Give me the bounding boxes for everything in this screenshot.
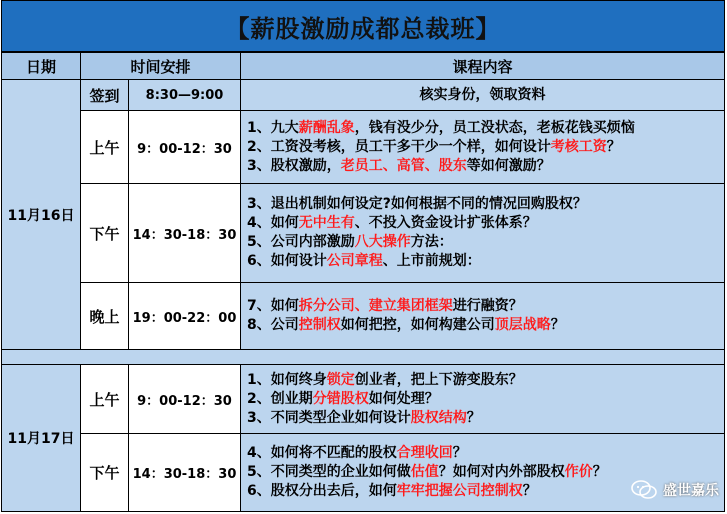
content-line bbox=[247, 138, 621, 157]
content-text: 2、工资没考核，员工干多干少一个样，如何设计 bbox=[247, 138, 551, 155]
watermark bbox=[631, 480, 719, 500]
content-text: 4、如何将不匹配的股权 bbox=[247, 445, 397, 461]
content-line bbox=[247, 371, 523, 390]
signin-time: 8:30—9:00 bbox=[128, 79, 241, 111]
signin-label: 签到 bbox=[80, 79, 129, 111]
highlight-text: 作价 bbox=[564, 464, 593, 480]
date-cell: 11月16日 bbox=[1, 79, 81, 350]
header-time: 时间安排 bbox=[80, 52, 241, 80]
slot-time: 9：00-12：30 bbox=[128, 364, 241, 434]
header-date: 日期 bbox=[1, 52, 81, 80]
content-text: ？ bbox=[606, 138, 621, 155]
content-text: 如何处理？ bbox=[368, 390, 439, 407]
highlight-text: 顶层战略 bbox=[494, 317, 551, 333]
content-text: 6、股权分出去后，如何 bbox=[247, 483, 397, 499]
content-text: 方法： bbox=[410, 234, 453, 250]
highlight-text: 锁定 bbox=[326, 371, 355, 388]
slot-time: 14：30-18：30 bbox=[128, 433, 241, 512]
highlight-text: 控制权 bbox=[298, 317, 341, 333]
highlight-text: 八大操作 bbox=[354, 234, 411, 250]
content-text: 8、公司 bbox=[247, 317, 299, 333]
content-line bbox=[247, 409, 481, 428]
slot-label: 上午 bbox=[80, 110, 129, 184]
session-content bbox=[240, 110, 725, 184]
watermark-text: 盛世嘉乐 bbox=[663, 483, 719, 499]
wechat-icon bbox=[631, 480, 657, 500]
content-text: ？ bbox=[452, 445, 467, 461]
content-text: 进行融资？ bbox=[452, 298, 523, 314]
slot-time: 9：00-12：30 bbox=[128, 110, 241, 184]
content-line bbox=[247, 444, 467, 463]
slot-label: 晚上 bbox=[80, 282, 129, 350]
content-text: 1、如何终身 bbox=[247, 371, 327, 388]
session-content bbox=[240, 364, 725, 434]
content-text: ，钱有没少分，员工没状态，老板花钱买烦恼 bbox=[354, 119, 635, 136]
session-content bbox=[240, 282, 725, 350]
highlight-text: 牢牢把握公司控制权 bbox=[396, 483, 523, 499]
content-text: 如何把控，如何构建公司 bbox=[340, 317, 495, 333]
highlight-text: 薪酬乱象 bbox=[298, 119, 355, 136]
content-line bbox=[247, 482, 537, 501]
content-text: 5、不同类型的企业如何做 bbox=[247, 464, 411, 480]
content-text: 等如何激励？ bbox=[466, 157, 551, 174]
highlight-text: 合理收回 bbox=[396, 445, 453, 461]
content-text: 1、九大 bbox=[247, 119, 299, 136]
content-line bbox=[247, 214, 537, 233]
content-text: 、上市前规划： bbox=[382, 253, 481, 269]
content-text: 、不投入资金设计扩张体系？ bbox=[354, 215, 537, 231]
highlight-text: 老员工、高管、股东 bbox=[340, 157, 467, 174]
signin-content: 核实身份，领取资料 bbox=[240, 79, 725, 111]
content-text: 5、公司内部激励 bbox=[247, 234, 355, 250]
content-text: 7、如何 bbox=[247, 298, 299, 314]
highlight-text: 分错股权 bbox=[312, 390, 369, 407]
highlight-text: 股权结构 bbox=[410, 409, 467, 426]
content-line bbox=[247, 195, 587, 214]
content-line bbox=[247, 390, 439, 409]
content-text: ？ bbox=[522, 483, 537, 499]
content-text: ？ bbox=[466, 409, 481, 426]
content-text: 4、如何 bbox=[247, 215, 299, 231]
highlight-text: 考核工资 bbox=[550, 138, 607, 155]
highlight-text: 拆分公司、建立集团框架 bbox=[298, 298, 453, 314]
content-line bbox=[247, 233, 453, 252]
date-cell: 11月17日 bbox=[1, 364, 81, 512]
highlight-text: 公司章程 bbox=[326, 253, 383, 269]
content-line bbox=[247, 252, 481, 271]
slot-label: 下午 bbox=[80, 183, 129, 283]
session-content bbox=[240, 183, 725, 283]
content-text: ？ bbox=[592, 464, 607, 480]
session-content bbox=[240, 433, 725, 512]
content-text: ？ bbox=[550, 317, 565, 333]
content-line bbox=[247, 157, 551, 176]
content-text: 3、股权激励， bbox=[247, 157, 341, 174]
highlight-text: 无中生有 bbox=[298, 215, 355, 231]
page-title: 【薪股激励成都总裁班】 bbox=[1, 0, 725, 52]
slot-time: 19：00-22：00 bbox=[128, 282, 241, 350]
slot-label: 上午 bbox=[80, 364, 129, 434]
content-line bbox=[247, 297, 523, 316]
content-text: 创业者，把上下游变股东？ bbox=[354, 371, 523, 388]
content-text: 3、退出机制如何设定?如何根据不同的情况回购股权？ bbox=[247, 196, 587, 212]
slot-label: 下午 bbox=[80, 433, 129, 512]
content-line bbox=[247, 119, 635, 138]
content-line bbox=[247, 463, 607, 482]
content-text: 6、如何设计 bbox=[247, 253, 327, 269]
header-content: 课程内容 bbox=[240, 52, 725, 80]
highlight-text: 估值 bbox=[410, 464, 439, 480]
content-text: 3、不同类型企业如何设计 bbox=[247, 409, 411, 426]
slot-time: 14：30-18：30 bbox=[128, 183, 241, 283]
day-separator bbox=[1, 349, 725, 365]
content-text: ？如何对内外部股权 bbox=[438, 464, 565, 480]
content-text: 2、创业期 bbox=[247, 390, 313, 407]
content-line bbox=[247, 316, 565, 335]
